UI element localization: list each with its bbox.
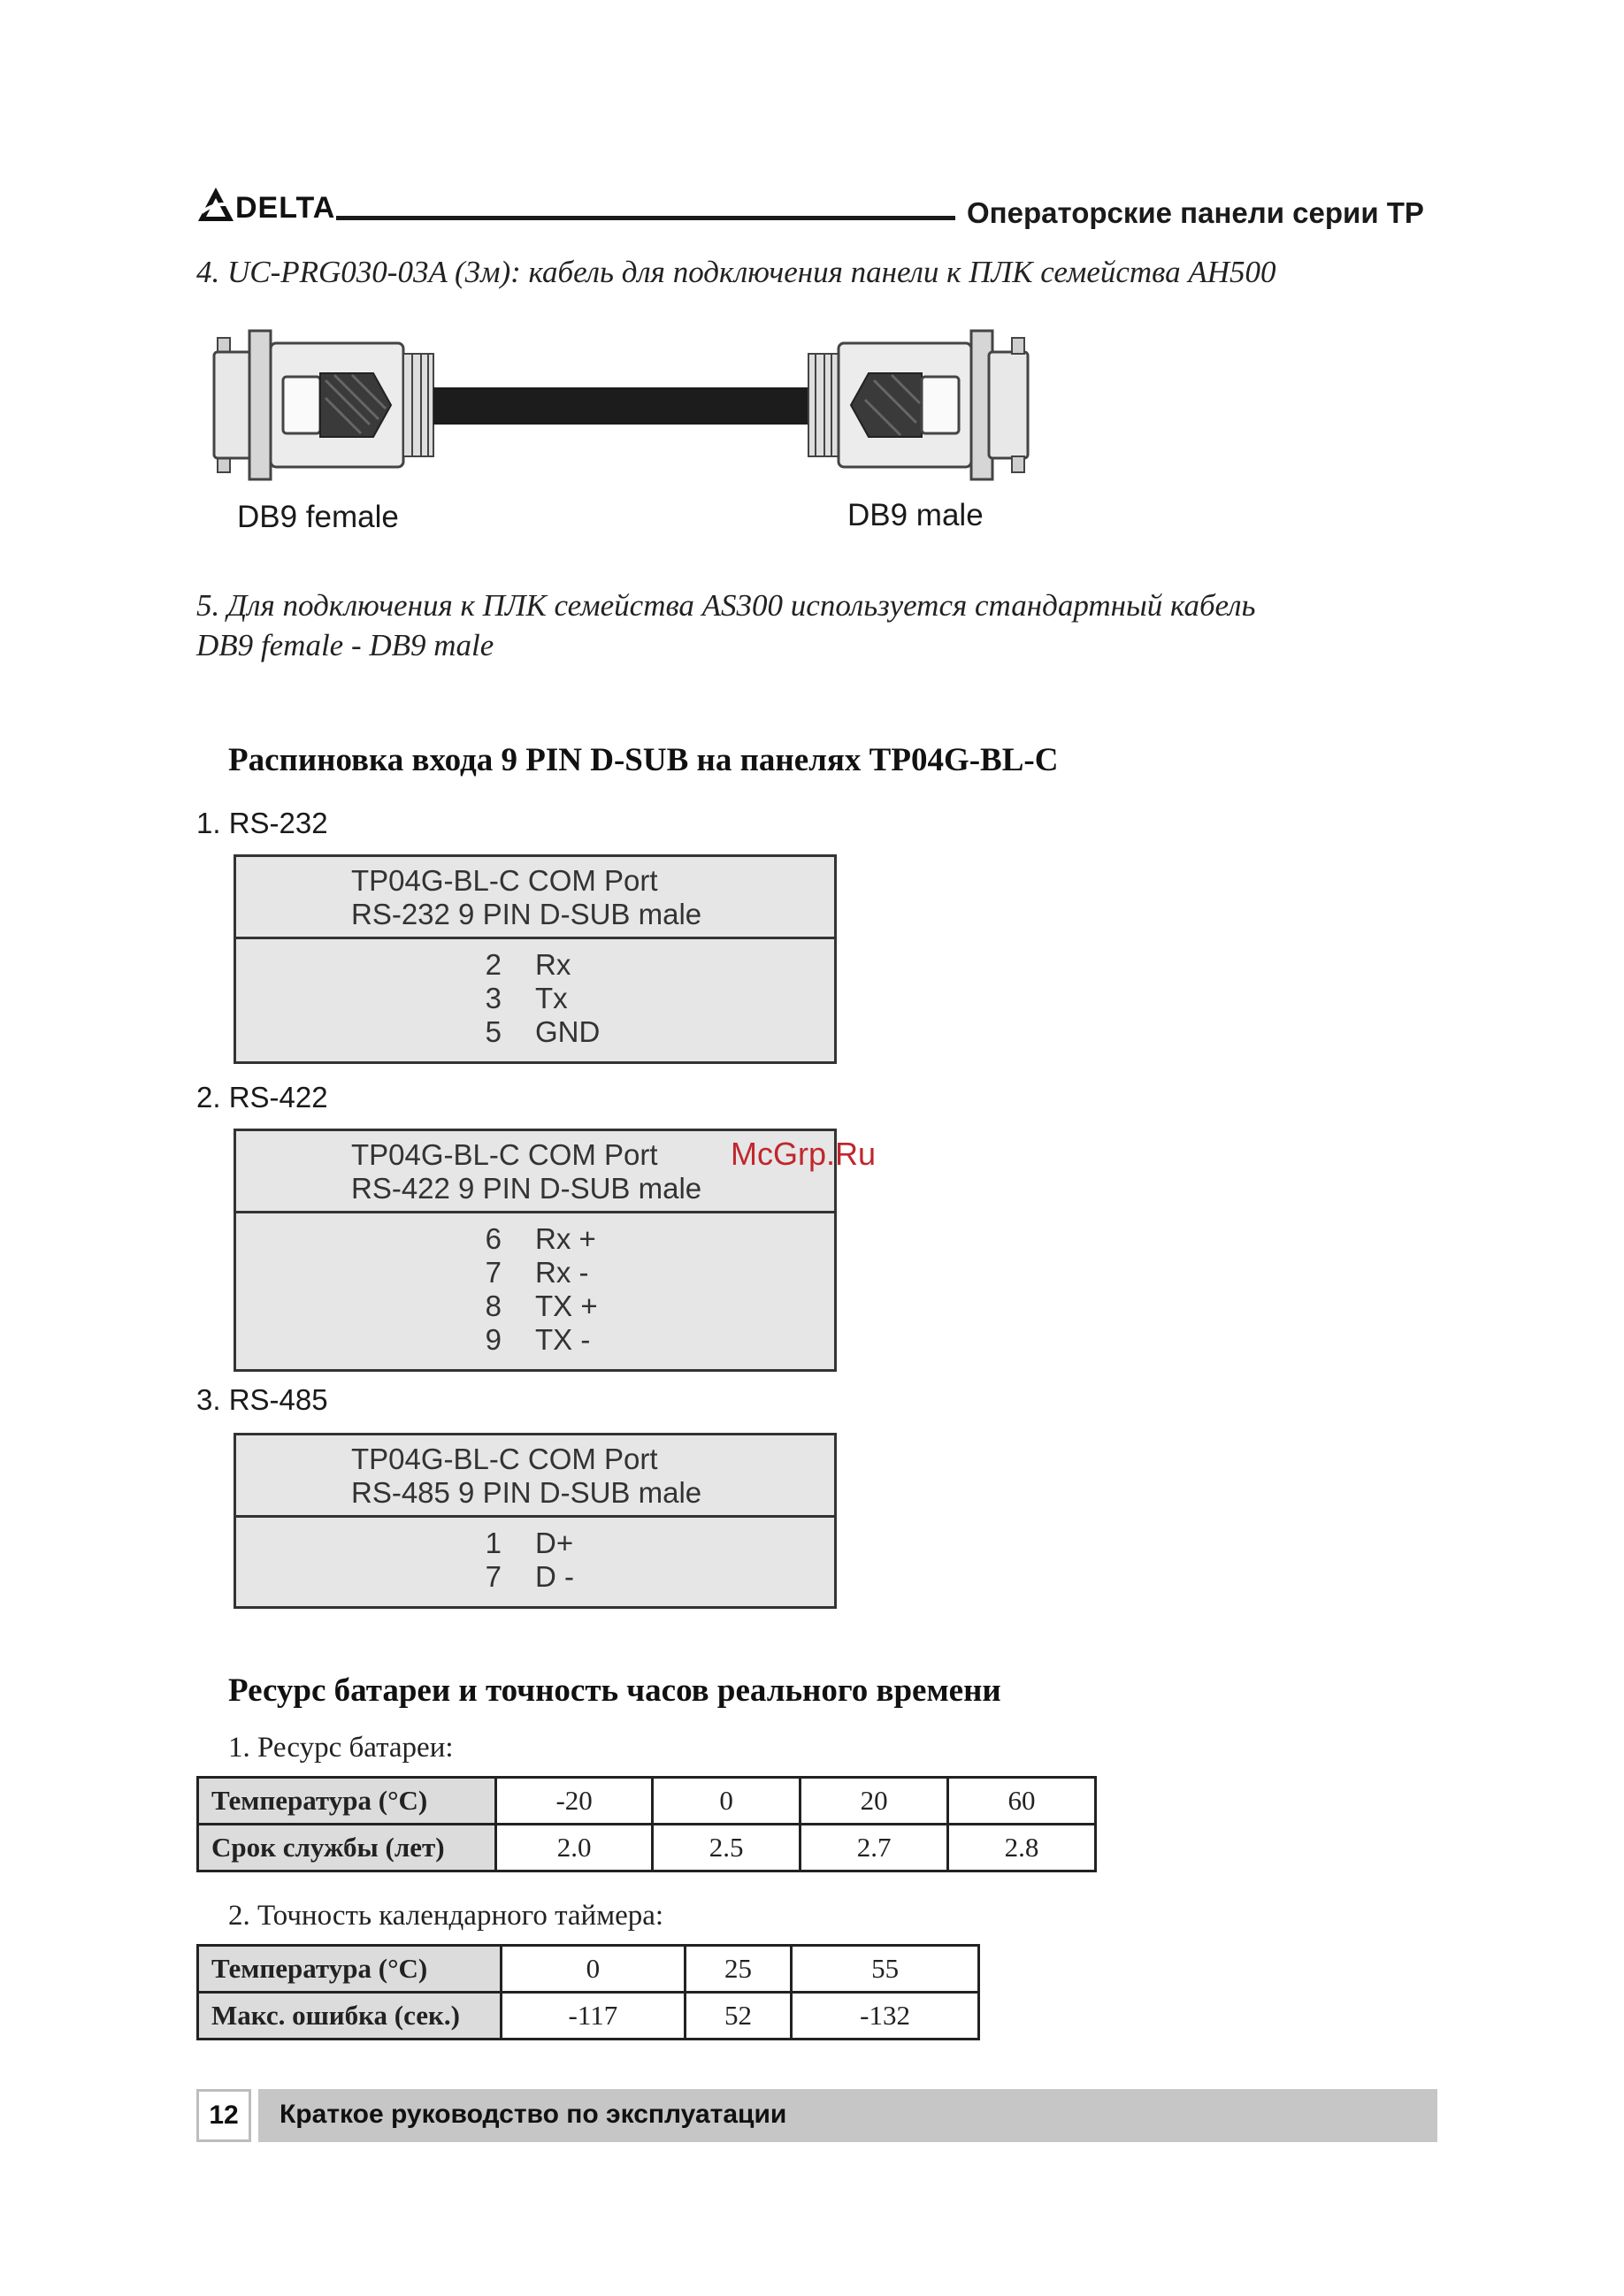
table-row (198, 1946, 979, 1993)
rs232-label: 1. RS-232 (196, 807, 328, 839)
pin-row (236, 1560, 834, 1594)
pin-signal: GND (535, 1015, 601, 1048)
rs485-label: 3. RS-485 (196, 1383, 328, 1416)
timer-accuracy-subtitle: 2. Точность календарного таймера: (228, 1900, 664, 1932)
table-cell: 52 (685, 1993, 791, 2040)
pin-signal: Rx + (535, 1222, 596, 1255)
table-row (198, 1993, 979, 2040)
pinout-section-title: Распиновка входа 9 PIN D-SUB на панелях TP04G-BL-C (228, 742, 1059, 778)
table-row (198, 1825, 1096, 1871)
pin-signal: Tx (535, 982, 568, 1014)
rs485-pinout-box (234, 1433, 837, 1609)
pin-row (236, 1222, 834, 1256)
table-cell: 20 (801, 1778, 948, 1825)
timer-accuracy-table (196, 1944, 980, 2040)
cable-body (433, 387, 808, 425)
pinout-port-name: TP04G-BL-C COM Port (351, 1138, 658, 1171)
db9-female-label: DB9 female (237, 500, 399, 534)
pin-number: 6 (485, 1222, 502, 1255)
table-row (198, 1778, 1096, 1825)
pin-row (236, 1290, 834, 1323)
pin-number: 2 (485, 948, 502, 981)
pin-row (236, 1256, 834, 1290)
header-rule (336, 216, 955, 220)
pin-signal: TX + (535, 1290, 598, 1322)
table-cell: 25 (685, 1946, 791, 1993)
table-header-cell: Срок службы (лет) (198, 1825, 496, 1871)
table-cell: -117 (502, 1993, 686, 2040)
footer-text: Краткое руководство по эксплуатации (280, 2100, 787, 2129)
rs232-pinout-box (234, 854, 837, 1064)
pin-signal: TX - (535, 1323, 591, 1356)
table-cell: 0 (653, 1778, 801, 1825)
db9-cable-diagram (196, 318, 1072, 495)
table-cell: 2.7 (801, 1825, 948, 1871)
pin-row (236, 1323, 834, 1357)
db9-male-connector (808, 331, 1028, 479)
pin-row (236, 1527, 834, 1560)
pin-signal: Rx - (535, 1256, 589, 1289)
db9-male-label: DB9 male (847, 498, 984, 532)
pinout-port-type: RS-485 9 PIN D-SUB male (351, 1476, 702, 1509)
table-cell: -132 (792, 1993, 979, 2040)
pinout-port-name: TP04G-BL-C COM Port (351, 864, 658, 897)
pin-number: 1 (485, 1527, 502, 1559)
table-cell: -20 (496, 1778, 653, 1825)
table-cell: 0 (502, 1946, 686, 1993)
pinout-box-header (236, 1435, 834, 1518)
pin-signal: D+ (535, 1527, 574, 1559)
battery-life-table (196, 1776, 1097, 1872)
pin-number: 7 (485, 1256, 502, 1289)
table-cell: 55 (792, 1946, 979, 1993)
pin-number: 9 (485, 1323, 502, 1356)
delta-logo (196, 184, 336, 226)
pinout-port-type: RS-422 9 PIN D-SUB male (351, 1172, 702, 1205)
db9-female-connector (214, 331, 433, 479)
pinout-port-type: RS-232 9 PIN D-SUB male (351, 898, 702, 930)
pin-signal: Rx (535, 948, 571, 981)
pin-row (236, 982, 834, 1015)
battery-section-title: Ресурс батареи и точность часов реального времени (228, 1672, 1001, 1709)
pin-number: 3 (485, 982, 502, 1014)
battery-life-subtitle: 1. Ресурс батареи: (228, 1732, 454, 1764)
rs422-label: 2. RS-422 (196, 1081, 328, 1114)
pin-number: 8 (485, 1290, 502, 1322)
pin-signal: D - (535, 1560, 574, 1593)
page-number: 12 (196, 2089, 251, 2142)
watermark-text: McGrp.Ru (731, 1136, 877, 1172)
pin-number: 5 (485, 1015, 502, 1048)
item5-line2: DB9 female - DB9 male (196, 628, 494, 662)
pin-row (236, 1015, 834, 1049)
delta-triangle-icon (196, 186, 235, 225)
table-cell: 2.0 (496, 1825, 653, 1871)
pinout-port-name: TP04G-BL-C COM Port (351, 1443, 658, 1475)
item5-line1: 5. Для подключения к ПЛК семейства AS300 используется стандартный кабель (196, 588, 1256, 623)
table-cell: 2.5 (653, 1825, 801, 1871)
pinout-box-header (236, 857, 834, 939)
table-header-cell: Макс. ошибка (сек.) (198, 1993, 502, 2040)
table-cell: 60 (948, 1778, 1096, 1825)
logo-text: DELTA (235, 191, 336, 225)
table-cell: 2.8 (948, 1825, 1096, 1871)
page-header-title: Операторские панели серии ТР (967, 196, 1424, 229)
table-header-cell: Температура (°C) (198, 1778, 496, 1825)
item4-text: 4. UC-PRG030-03A (3м): кабель для подключения панели к ПЛК семейства AH500 (196, 255, 1276, 289)
table-header-cell: Температура (°C) (198, 1946, 502, 1993)
pin-number: 7 (485, 1560, 502, 1593)
pin-row (236, 948, 834, 982)
